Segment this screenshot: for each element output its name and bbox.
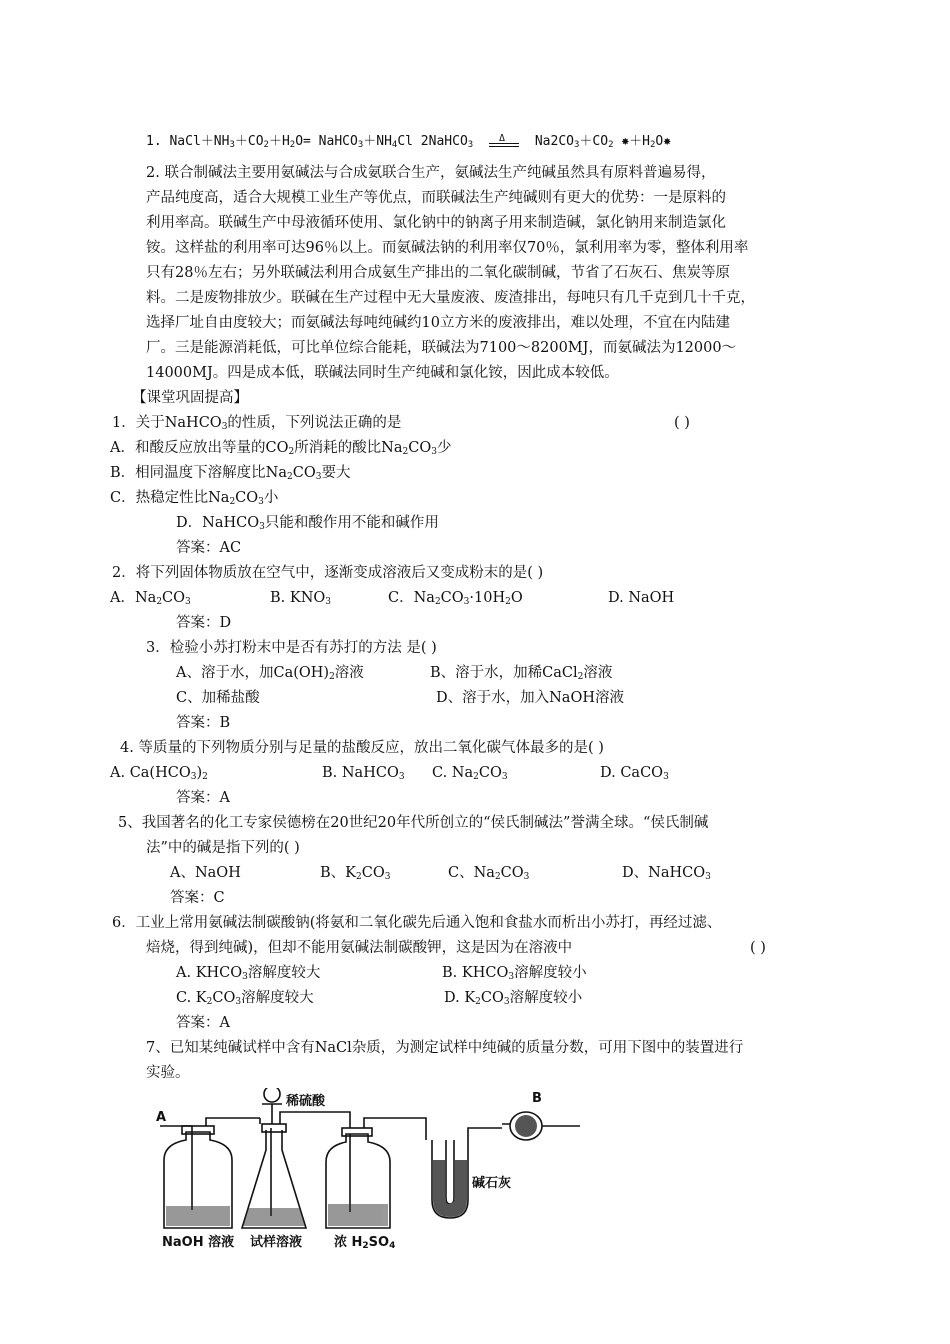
q1-stem: 1．关于NaHCO$_3$的性质，下列说法正确的是 (112, 415, 402, 432)
q7-stem-line1: 7、已知某纯碱试样中含有NaCl杂质，为测定试样中纯碱的质量分数，可用下图中的装置进行 (146, 1040, 744, 1056)
apparatus-svg (150, 1088, 600, 1248)
q1-option-d: D．NaHCO$_3$只能和酸作用不能和碱作用 (176, 515, 439, 532)
text: CO (408, 440, 432, 456)
tube-2-3 (280, 1112, 350, 1128)
text: C．Na (388, 590, 435, 606)
text: 小 (263, 490, 279, 506)
q4-option-b: B. NaHCO$_3$ (322, 765, 405, 782)
sub: 3 (229, 140, 235, 150)
q4-answer: 答案：A (176, 790, 230, 806)
para-line: 2. 联合制碱法主要用氨碱法与合成氨联合生产，氨碱法生产纯碱虽然具有原料普遍易得， (146, 165, 716, 181)
eq-text: 1. NaCl＋NH (146, 134, 230, 149)
text: A. Ca(HCO (110, 765, 191, 781)
funnel-bulb (264, 1088, 280, 1102)
h2so4-liquid (328, 1204, 388, 1226)
text: CO (235, 490, 259, 506)
text: D. K (444, 990, 476, 1006)
sub: 3 (357, 140, 364, 150)
text: CO (440, 590, 464, 606)
section-title: 【课堂巩固提高】 (132, 390, 248, 406)
label-acid: 稀硫酸 (286, 1094, 326, 1109)
q5-stem-line1: 5、我国著名的化工专家侯德榜在20世纪20年代所创立的“侯氏制碱法”誉满全球。“侯氏制碱 (118, 815, 709, 831)
eq-text: O✸ (655, 134, 672, 149)
label-naoh: NaOH 溶液 (162, 1235, 235, 1250)
para-line: 厂。三是能源消耗低，可比单位综合能耗，联碱法为7100～8200MJ，而氨碱法为12000～ (146, 340, 737, 356)
eq-text: ＋H (268, 134, 290, 149)
text: CO (292, 465, 316, 481)
delta-mark: Δ (499, 133, 506, 144)
q6-stem-line2: 焙烧，得到纯碱)，但却不能用氨碱法制碳酸钾，这是因为在溶液中 (146, 940, 573, 956)
q4-option-a: A. $Ca(HCO_3)_2$ (110, 765, 208, 782)
q5-option-d: D、NaHCO$_3$ (622, 865, 711, 882)
equation-line (146, 132, 671, 155)
sub: 3 (467, 140, 474, 150)
text: D. CaCO (600, 765, 664, 781)
text: CO (480, 990, 504, 1006)
q4-option-c: C. $Na_2CO_3$ (432, 765, 508, 782)
text: SO (368, 1235, 390, 1250)
text: 溶液 (583, 665, 613, 681)
sub: 3 (574, 140, 580, 150)
sample-liquid (243, 1208, 305, 1226)
label-h2so4: 浓 $H_2SO_4$ (334, 1235, 396, 1251)
text: 浓 H (334, 1235, 363, 1250)
q5-option-c: C、$Na_2CO_3$ (448, 865, 530, 882)
text: 只能和酸作用不能和碱作用 (264, 515, 439, 531)
text: B．相同温度下溶解度比Na (110, 465, 287, 481)
text: C．热稳定性比Na (110, 490, 230, 506)
q5-option-b: B、$K_2CO_3$ (320, 865, 391, 882)
text: 溶解度较小 (514, 965, 587, 981)
text: A．和酸反应放出等量的CO (110, 440, 289, 456)
soda-lime-b (515, 1115, 537, 1137)
text: 溶解度较大 (247, 965, 321, 981)
sub: 4 (391, 140, 398, 150)
q1-option-c: C．热稳定性比$Na_2CO_3$小 (110, 490, 279, 507)
text: CO (212, 990, 236, 1006)
text: C. K (176, 990, 207, 1006)
text: 溶解度较小 (509, 990, 583, 1006)
sub: 2 (289, 140, 296, 150)
q6-option-c: C. $K_2CO_3$溶解度较大 (176, 990, 314, 1007)
text: D、NaHCO (622, 865, 706, 881)
q6-option-b: B. $KHCO_3$溶解度较小 (442, 965, 587, 982)
text: D．NaHCO (176, 515, 260, 531)
q4-option-d: D. CaCO$_3$ (600, 765, 669, 782)
q2-option-a: A．$Na_2CO_3$ (110, 590, 191, 607)
text: 少 (436, 440, 452, 456)
q2-stem: 2．将下列固体物质放在空气中，逐渐变成溶液后又变成粉末的是( ) (112, 565, 544, 581)
tube-4-5 (468, 1128, 502, 1140)
eq-text: ＋CO (579, 134, 609, 149)
text: A. KHCO (176, 965, 243, 981)
eq-text: Na2CO (527, 134, 574, 149)
text: ) (196, 765, 203, 781)
sub: 2 (263, 140, 269, 150)
eq-text: ＋CO (234, 134, 264, 149)
q3-option-c: C、加稀盐酸 (176, 690, 260, 706)
para-line: 铵。这样盐的利用率可达96％以上。而氨碱法钠的利用率仅70％，氯利用率为零，整体利用率 (146, 240, 749, 256)
para-line: 只有28％左右；另外联碱法利用合成氨生产排出的二氧化碳制碱，节省了石灰石、焦炭等原 (146, 265, 730, 281)
label-a: A (156, 1110, 167, 1125)
text: C、Na (448, 865, 495, 881)
q3-option-b: B、溶于水，加稀CaCl$_2$溶液 (430, 665, 613, 682)
text: B. KHCO (442, 965, 509, 981)
text: CO (361, 865, 385, 881)
text: O (510, 590, 523, 606)
sub: 2 (608, 140, 614, 150)
apparatus-diagram (150, 1088, 600, 1251)
q5-option-a: A、NaOH (170, 865, 241, 881)
text: 1．关于NaHCO (112, 415, 222, 431)
text: 溶液 (334, 665, 364, 681)
q3-stem: 3．检验小苏打粉末中是否有苏打的方法 是( ) (146, 640, 437, 656)
q2-answer: 答案：D (176, 615, 232, 631)
q1-answer-paren: ( ) (674, 415, 690, 431)
q1-answer: 答案：AC (176, 540, 242, 556)
text: 的性质，下列说法正确的是 (227, 415, 402, 431)
drying-tube-neck (502, 1124, 580, 1126)
label-sample: 试样溶液 (250, 1235, 303, 1250)
q2-option-b: B. $KNO_3$ (270, 590, 332, 607)
text: B. NaHCO (322, 765, 399, 781)
heat-arrow (485, 132, 523, 152)
text: A．Na (110, 590, 157, 606)
para-line: 选择厂址自由度较大；而氨碱法每吨纯碱约10立方米的废液排出，难以处理，不宜在内陆建 (146, 315, 730, 331)
tube-1-2 (206, 1118, 260, 1126)
eq-text: ✸＋H (613, 134, 650, 149)
q7-stem-line2: 实验。 (146, 1065, 190, 1081)
q1-option-a: A．和酸反应放出等量的$CO_2$所消耗的酸比$Na_2CO_3$少 (110, 440, 452, 457)
q4-stem: 4. 等质量的下列物质分别与足量的盐酸反应，放出二氧化碳气体最多的是( ) (120, 740, 604, 756)
text: ·10H (469, 590, 506, 606)
inlet-tube (160, 1126, 192, 1210)
text: 所消耗的酸比Na (294, 440, 403, 456)
text: CO (500, 865, 524, 881)
q6-answer-paren: ( ) (750, 940, 766, 956)
stopper-1 (182, 1126, 214, 1134)
tube-3-4 (364, 1118, 426, 1140)
text: B. KNO (270, 590, 326, 606)
text: A、溶于水，加Ca(OH) (176, 665, 330, 681)
text: B、K (320, 865, 356, 881)
q6-option-d: D. $K_2CO_3$溶解度较小 (444, 990, 583, 1007)
eq-text: ＋NH (363, 134, 392, 149)
q1-option-b: B．相同温度下溶解度比$Na_2CO_3$要大 (110, 465, 351, 482)
eq-text: O= NaHCO (295, 134, 358, 149)
text: 要大 (321, 465, 351, 481)
q3-option-a: A、溶于水，加$Ca(OH)_2$溶液 (176, 665, 364, 682)
q5-answer: 答案：C (170, 890, 225, 906)
para-line: 14000MJ。四是成本低，联碱法同时生产纯碱和氯化铵，因此成本较低。 (146, 365, 619, 381)
q3-answer: 答案：B (176, 715, 231, 731)
label-b: B (532, 1091, 542, 1106)
q6-answer: 答案：A (176, 1015, 230, 1031)
label-soda-lime: 碱石灰 (472, 1176, 512, 1191)
text: CO (478, 765, 502, 781)
text: 溶解度较大 (241, 990, 314, 1006)
eq-text: Cl 2NaHCO (397, 134, 468, 149)
q6-stem-line1: 6．工业上常用氨碱法制碳酸钠(将氨和二氧化碳先后通入饱和食盐水而析出小苏打，再经过滤、 (112, 915, 722, 931)
soda-lime-fill (433, 1160, 467, 1217)
para-line: 产品纯度高，适合大规模工业生产等优点，而联碱法生产纯碱则有更大的优势：一是原料的 (146, 190, 726, 206)
para-line: 利用率高。联碱生产中母液循环使用、氯化钠中的钠离子用来制造碱，氯化钠用来制造氯化 (146, 215, 726, 231)
text: B、溶于水，加稀CaCl (430, 665, 578, 681)
q2-option-c: C．$Na_2CO_3\cdot 10H_2O$ (388, 590, 523, 607)
para-line: 料。二是废物排放少。联碱在生产过程中无大量废液、废渣排出，每吨只有几千克到几十千克， (146, 290, 755, 306)
q2-option-d: D. NaOH (608, 590, 675, 606)
text: C. Na (432, 765, 474, 781)
text: CO (162, 590, 186, 606)
q3-option-d: D、溶于水，加入NaOH溶液 (436, 690, 624, 706)
q5-stem-line2: 法”中的碱是指下列的( ) (146, 840, 300, 856)
q6-option-a: A. $KHCO_3$溶解度较大 (176, 965, 321, 982)
sub: 2 (649, 140, 656, 150)
naoh-liquid (166, 1206, 230, 1226)
